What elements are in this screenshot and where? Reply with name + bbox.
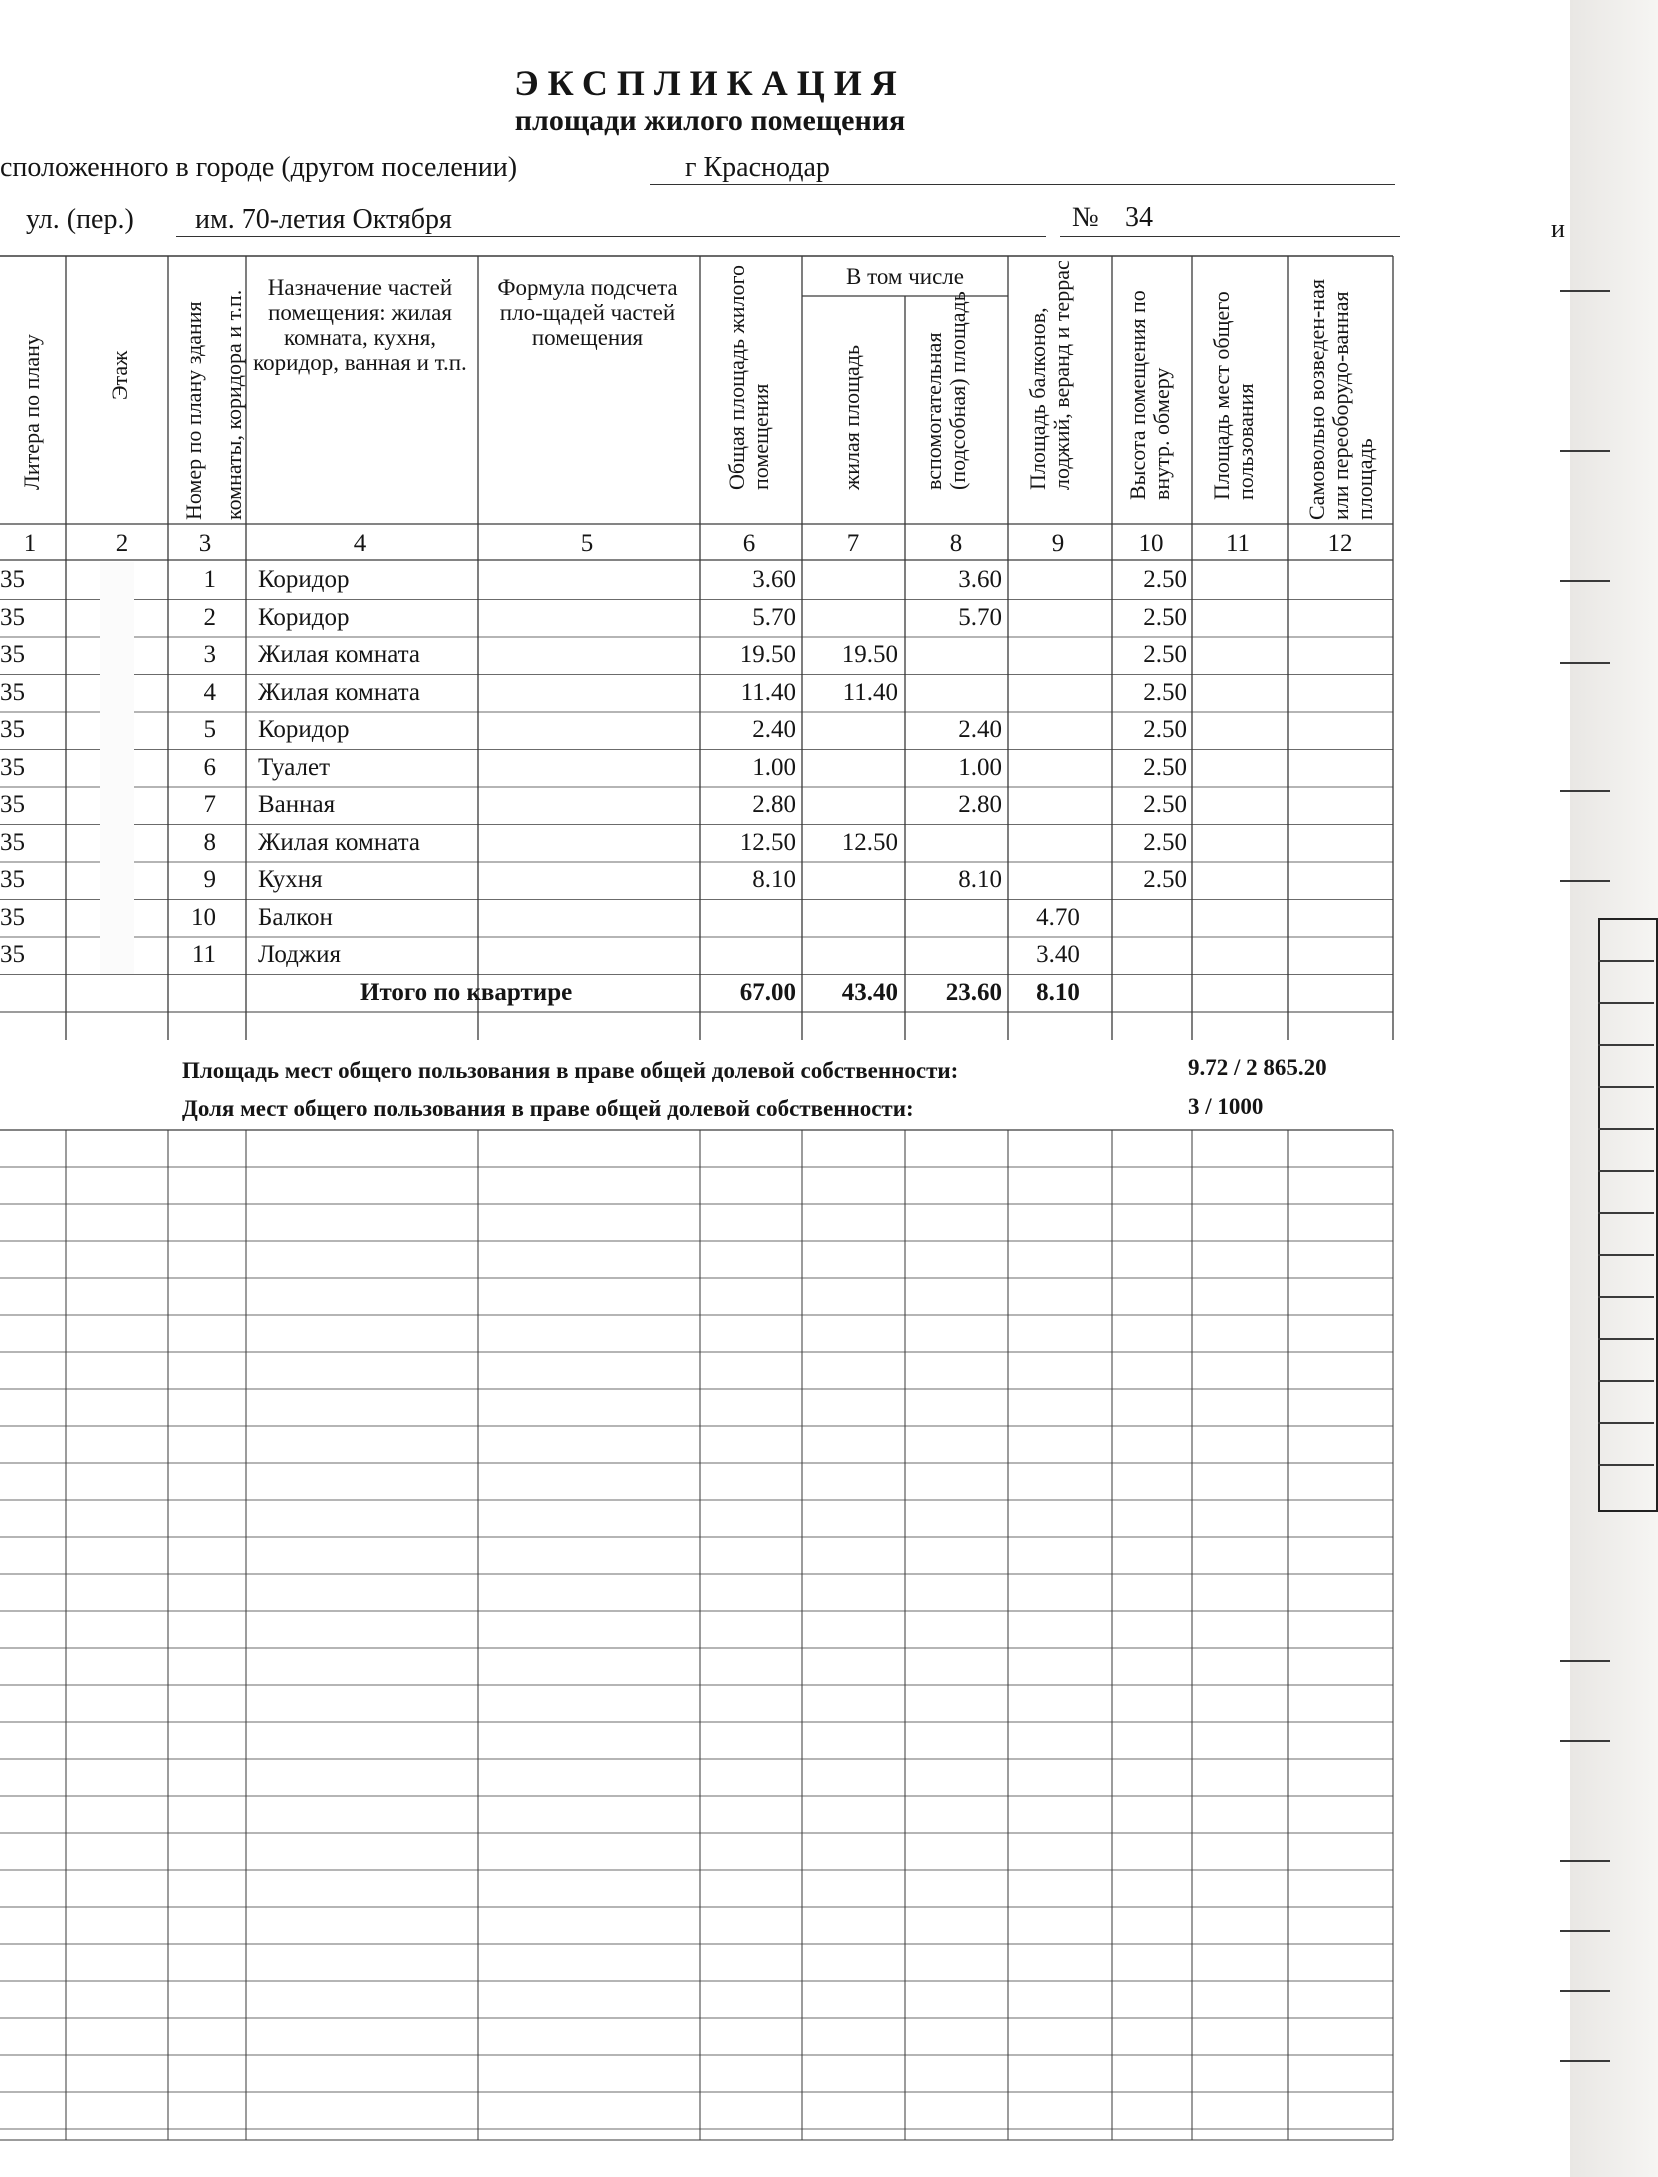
house-label: № <box>1072 202 1099 233</box>
cell-total: 5.70 <box>752 603 796 631</box>
cell-litera: 35 <box>0 828 25 856</box>
cell-name: Туалет <box>258 753 331 781</box>
cell-aux: 3.60 <box>958 566 1002 593</box>
cell-num: 5 <box>203 716 216 743</box>
cell-name: Жилая комната <box>258 678 420 706</box>
house-value: 34 <box>1125 202 1153 233</box>
house-underline <box>1060 236 1400 237</box>
common-area-label: Площадь мест общего пользования в праве общей долевой собственности: <box>182 1058 959 1083</box>
cell-num: 2 <box>203 603 216 631</box>
cell-name: Ванная <box>258 791 336 818</box>
edge-box-line <box>1598 960 1654 962</box>
street-value: им. 70-летия Октября <box>195 204 452 235</box>
cell-litera: 35 <box>0 716 25 743</box>
redacted-floor-column <box>100 562 134 974</box>
cell-total: 19.50 <box>739 641 796 668</box>
cell-balcony: 4.70 <box>1036 903 1080 931</box>
edge-box-line <box>1598 1002 1654 1004</box>
cell-total: 8.10 <box>752 866 796 893</box>
cell-name: Коридор <box>258 603 350 631</box>
cell-total: 11.40 <box>740 678 796 706</box>
cell-total: 2.40 <box>752 716 796 743</box>
cell-balcony: 3.40 <box>1036 941 1080 968</box>
cell-num: 8 <box>203 828 216 856</box>
table-row <box>0 862 1400 899</box>
cell-litera: 35 <box>0 941 25 968</box>
cell-num: 7 <box>203 791 216 818</box>
edge-box-line <box>1598 1464 1654 1466</box>
cell-aux: 5.70 <box>958 603 1002 631</box>
header-floor: Этаж <box>107 350 132 400</box>
header-room-number-2: комнаты, коридора и т.п. <box>221 289 246 520</box>
cell-living: 11.40 <box>842 678 898 706</box>
location-underline <box>650 184 1395 185</box>
totals-label: Итого по квартире <box>360 979 573 1006</box>
cell-aux: 8.10 <box>958 866 1002 893</box>
totals-aux: 23.60 <box>945 979 1002 1006</box>
cell-litera: 35 <box>0 791 25 818</box>
cell-num: 3 <box>203 641 216 668</box>
cell-litera: 35 <box>0 678 25 706</box>
header-common-area: Площадь мест общего пользования <box>1209 291 1258 500</box>
column-number: 12 <box>1327 530 1353 557</box>
street-label: ул. (пер.) <box>26 204 134 235</box>
common-share-label: Доля мест общего пользования в праве общей долевой собственности: <box>182 1096 914 1121</box>
edge-box-line <box>1598 1338 1654 1340</box>
cell-num: 6 <box>203 753 216 781</box>
table-row <box>0 675 1400 712</box>
cell-height: 2.50 <box>1143 791 1187 818</box>
cell-total: 1.00 <box>752 753 796 781</box>
edge-box-line <box>1598 1296 1654 1298</box>
header-ceiling-height: Высота помещения по внутр. обмеру <box>1125 290 1174 500</box>
column-number: 6 <box>742 530 756 557</box>
cell-num: 11 <box>191 941 216 968</box>
edge-box-line <box>1598 1212 1654 1214</box>
location-value: г Краснодар <box>685 152 830 183</box>
cell-aux: 2.80 <box>958 791 1002 818</box>
cell-living: 19.50 <box>841 641 898 668</box>
cell-litera: 35 <box>0 566 25 593</box>
cell-litera: 35 <box>0 753 25 781</box>
cell-height: 2.50 <box>1143 716 1187 743</box>
column-number: 3 <box>198 530 212 557</box>
column-number: 5 <box>580 530 594 557</box>
column-number: 11 <box>1225 530 1251 557</box>
column-number: 8 <box>949 530 963 557</box>
totals-total: 67.00 <box>739 979 796 1006</box>
column-number: 2 <box>115 530 129 557</box>
cell-height: 2.50 <box>1143 828 1187 856</box>
cell-num: 4 <box>203 678 216 706</box>
column-number: 4 <box>353 530 367 557</box>
cell-name: Лоджия <box>258 941 341 968</box>
table-row <box>0 937 1400 974</box>
header-aux-area: вспомогательная (подсобная) площадь <box>921 291 970 490</box>
cell-name: Коридор <box>258 716 350 743</box>
header-room-number: Номер по плану здания <box>181 301 206 520</box>
header-living-area: жилая площадь <box>839 344 864 490</box>
cell-name: Коридор <box>258 566 350 593</box>
document-title: ЭКСПЛИКАЦИЯ <box>514 63 906 103</box>
edge-box-line <box>1598 1128 1654 1130</box>
cell-aux: 1.00 <box>958 753 1002 781</box>
header-group-including: В том числе <box>846 264 964 289</box>
cell-total: 12.50 <box>739 828 796 856</box>
header-formula: Формула подсчета пло-щадей частей помещения <box>497 275 678 350</box>
table-row <box>0 637 1400 674</box>
edge-box-line <box>1598 1044 1654 1046</box>
cell-total: 2.80 <box>752 791 796 818</box>
cell-litera: 35 <box>0 903 25 931</box>
edge-box-line <box>1598 1380 1654 1382</box>
column-number: 10 <box>1138 530 1164 557</box>
cell-height: 2.50 <box>1143 866 1187 893</box>
street-underline <box>176 236 1046 237</box>
cell-num: 10 <box>191 903 216 931</box>
table-row <box>0 712 1400 749</box>
totals-balcony: 8.10 <box>1036 979 1080 1006</box>
cell-name: Кухня <box>258 866 323 893</box>
header-unauthorized-area: Самовольно возведен-ная или переоборудо-ванная площадь <box>1304 279 1377 520</box>
cell-name: Балкон <box>258 903 333 931</box>
table-row <box>0 900 1400 937</box>
column-number: 9 <box>1051 530 1065 557</box>
cell-litera: 35 <box>0 866 25 893</box>
cell-height: 2.50 <box>1143 678 1187 706</box>
table-row <box>0 825 1400 862</box>
common-share-value: 3 / 1000 <box>1188 1094 1264 1119</box>
edge-box-line <box>1598 1422 1654 1424</box>
totals-living: 43.40 <box>841 979 898 1006</box>
edge-box-line <box>1598 1170 1654 1172</box>
cell-height: 2.50 <box>1143 753 1187 781</box>
cell-height: 2.50 <box>1143 641 1187 668</box>
document-subtitle: площади жилого помещения <box>514 104 906 137</box>
cell-litera: 35 <box>0 641 25 668</box>
cell-height: 2.50 <box>1143 566 1187 593</box>
cell-num: 9 <box>203 866 216 893</box>
table-row <box>0 562 1400 599</box>
totals-row <box>0 975 1400 1012</box>
column-number: 7 <box>846 530 860 557</box>
cell-name: Жилая комната <box>258 828 420 856</box>
cell-num: 1 <box>203 566 216 593</box>
header-purpose: Назначение частей помещения: жилая комната, кухня, коридор, ванная и т.п. <box>253 275 467 375</box>
header-balcony-area: Площадь балконов, лоджий, веранд и террас <box>1025 260 1074 490</box>
header-total-area: Общая площадь жилого помещения <box>724 264 773 490</box>
table-row <box>0 600 1400 637</box>
edge-box-line <box>1598 1086 1654 1088</box>
cell-total: 3.60 <box>752 566 796 593</box>
edge-letter: и <box>1551 214 1565 243</box>
table-row <box>0 750 1400 787</box>
common-area-value: 9.72 / 2 865.20 <box>1188 1055 1327 1080</box>
cell-living: 12.50 <box>841 828 898 856</box>
cell-litera: 35 <box>0 603 25 631</box>
table-row <box>0 787 1400 824</box>
location-label: сположенного в городе (другом поселении) <box>0 152 518 183</box>
header-litera: Литера по плану <box>19 334 44 490</box>
cell-aux: 2.40 <box>958 716 1002 743</box>
edge-box-line <box>1598 1254 1654 1256</box>
column-number: 1 <box>23 530 37 557</box>
cell-name: Жилая комната <box>258 641 420 668</box>
cell-height: 2.50 <box>1143 603 1187 631</box>
